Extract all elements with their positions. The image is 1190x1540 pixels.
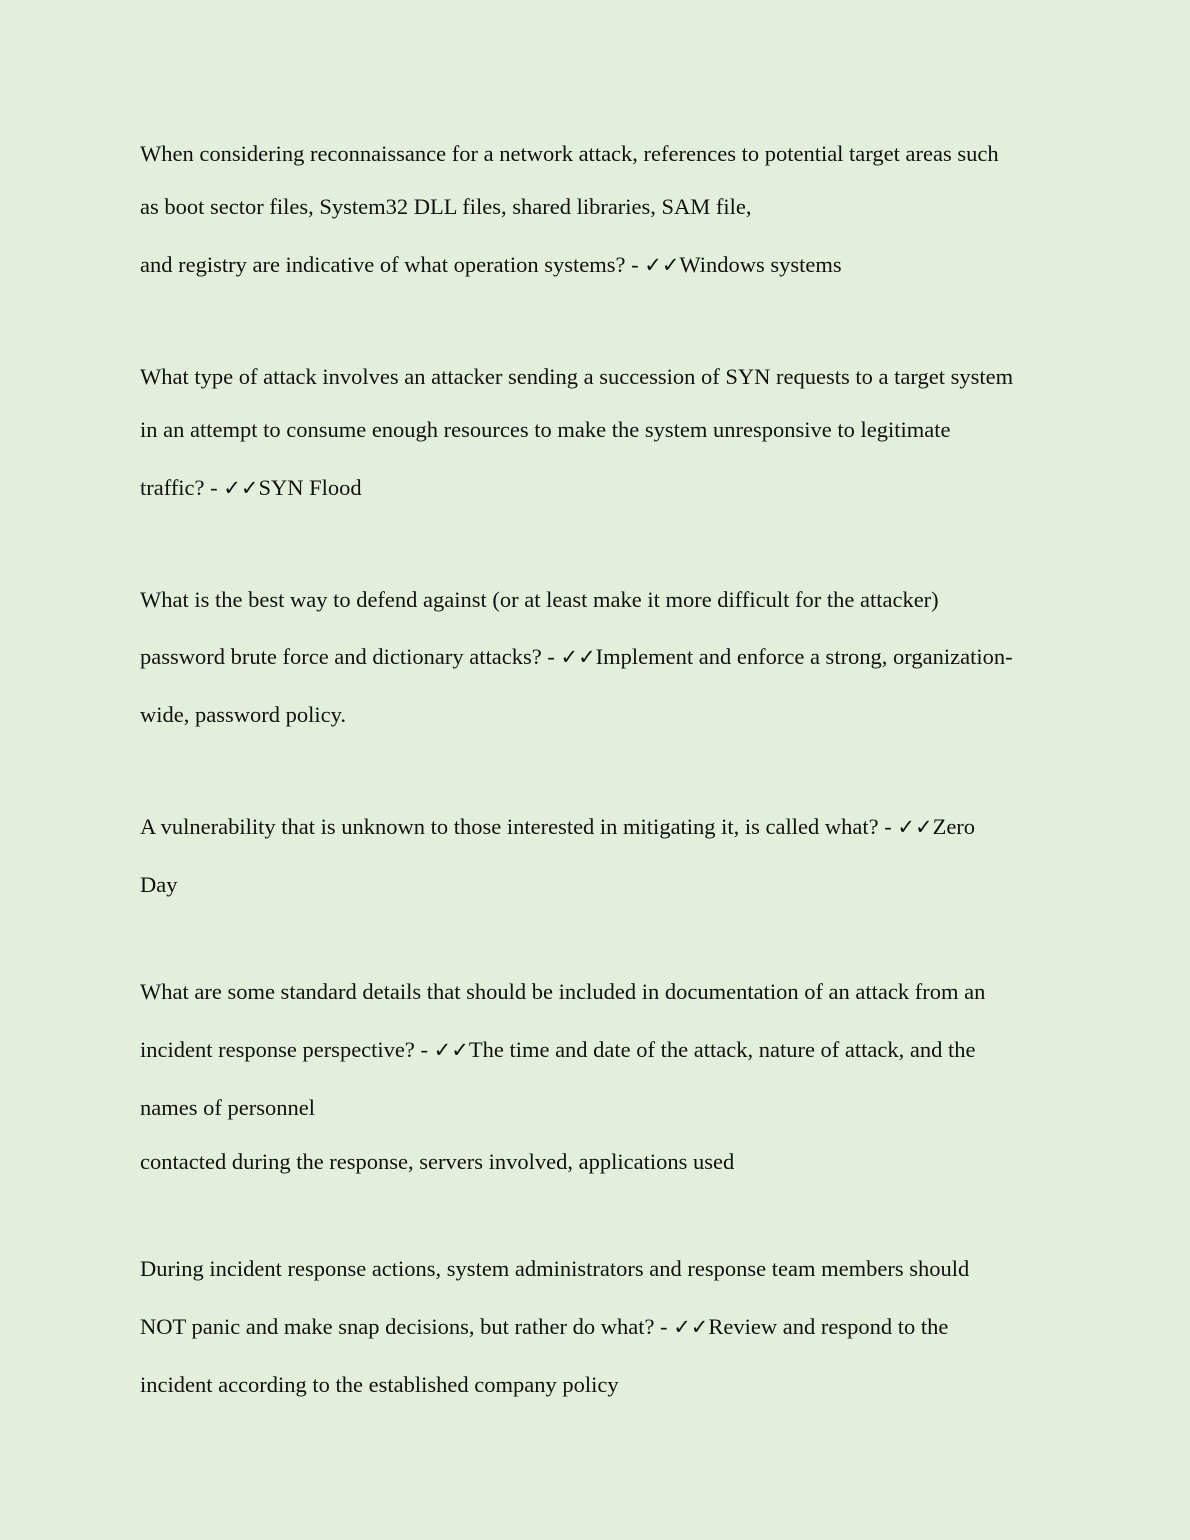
answer-text: Review and respond to the (708, 1314, 949, 1339)
text-line (140, 1371, 619, 1399)
question-text: NOT panic and make snap decisions, but rather do what? - (140, 1314, 674, 1339)
text-line (140, 586, 939, 614)
text-line (140, 251, 842, 279)
answer-text: incident according to the established company policy (140, 1372, 619, 1397)
text-line (140, 474, 362, 502)
check-icon: ✓✓ (644, 253, 680, 277)
text-line (140, 193, 752, 221)
text-line (140, 1148, 734, 1176)
answer-text: Zero (932, 814, 976, 839)
question-text: traffic? - (140, 475, 224, 500)
check-icon: ✓✓ (560, 645, 596, 669)
question-text: A vulnerability that is unknown to those interested in mitigating it, is called what? - (140, 814, 898, 839)
check-icon: ✓✓ (433, 1038, 469, 1062)
question-text: as boot sector files, System32 DLL files, shared libraries, SAM file, (140, 194, 752, 219)
check-icon: ✓✓ (223, 476, 259, 500)
text-line (140, 1036, 976, 1064)
text-line (140, 1255, 969, 1283)
text-line (140, 701, 346, 729)
answer-text: The time and date of the attack, nature of attack, and the (468, 1037, 976, 1062)
question-text: What type of attack involves an attacker sending a succession of SYN requests to a target system (140, 364, 1014, 389)
question-text: What is the best way to defend against (or at least make it more difficult for the attacker) (140, 587, 939, 612)
question-text: During incident response actions, system administrators and response team members should (140, 1256, 970, 1281)
answer-text: contacted during the response, servers involved, applications used (140, 1149, 735, 1174)
text-line (140, 140, 999, 168)
question-text: incident response perspective? - (140, 1037, 434, 1062)
question-text: and registry are indicative of what operation systems? - (140, 252, 645, 277)
text-line (140, 871, 178, 899)
question-text: password brute force and dictionary attacks? - (140, 644, 561, 669)
answer-text: Windows systems (679, 252, 842, 277)
answer-text: Day (140, 872, 178, 897)
text-line (140, 363, 1013, 391)
check-icon: ✓✓ (897, 815, 933, 839)
text-line (140, 1313, 948, 1341)
answer-text: SYN Flood (258, 475, 362, 500)
answer-text: wide, password policy. (140, 702, 347, 727)
text-line (140, 416, 950, 444)
text-line (140, 643, 1013, 671)
question-text: What are some standard details that should be included in documentation of an attack from an (140, 979, 986, 1004)
answer-text: Implement and enforce a strong, organization- (595, 644, 1013, 669)
question-text: When considering reconnaissance for a network attack, references to potential target areas such (140, 141, 999, 166)
question-text: in an attempt to consume enough resources to make the system unresponsive to legitimate (140, 417, 951, 442)
text-line (140, 978, 985, 1006)
text-line (140, 1094, 315, 1122)
check-icon: ✓✓ (673, 1315, 709, 1339)
text-line (140, 813, 975, 841)
answer-text: names of personnel (140, 1095, 315, 1120)
